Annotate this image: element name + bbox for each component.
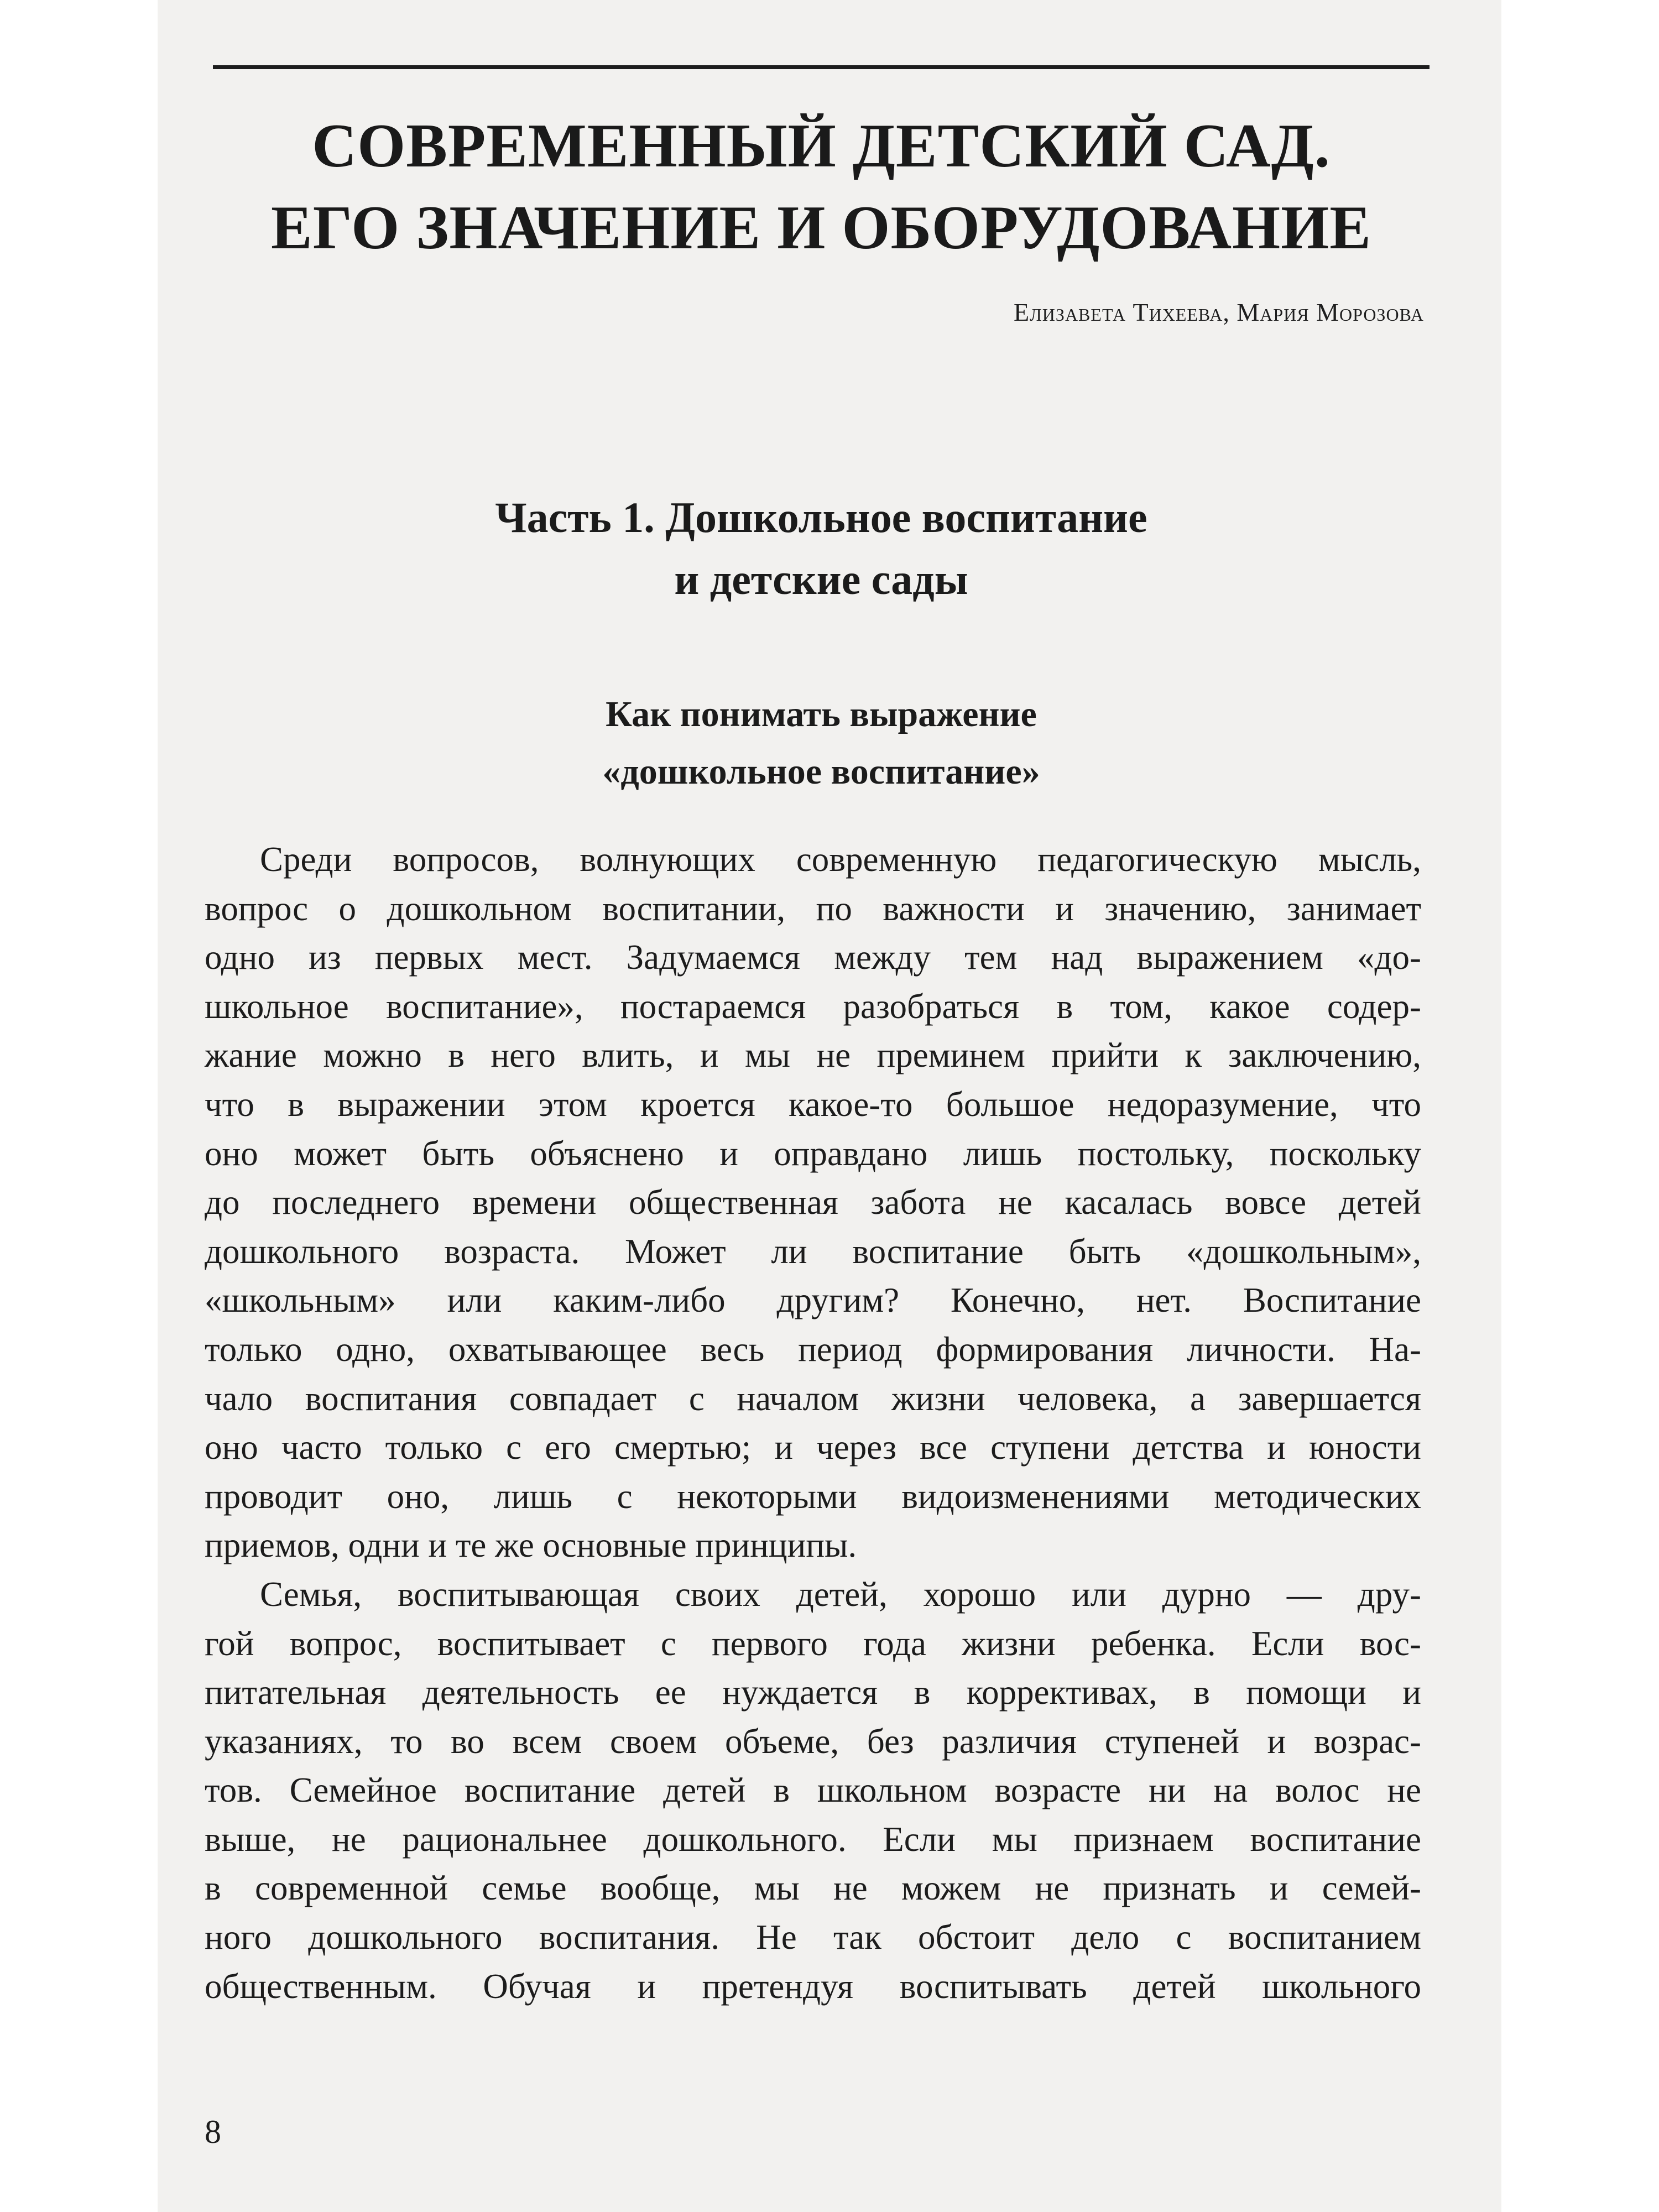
text-line: ного дошкольного воспитания. Не так обстоит дело с воспитанием bbox=[205, 1918, 1421, 1957]
text-line: выше, не рациональнее дошкольного. Если мы признаем воспитание bbox=[205, 1819, 1421, 1859]
header-rule bbox=[213, 65, 1430, 69]
paragraph bbox=[205, 1570, 1421, 2011]
text-line: тов. Семейное воспитание детей в школьном возрасте ни на волос не bbox=[205, 1771, 1421, 1810]
text-line: Семья, воспитывающая своих детей, хорошо или дурно — дру- bbox=[260, 1574, 1421, 1614]
text-line: Среди вопросов, волнующих современную педагогическую мысль, bbox=[260, 840, 1421, 879]
text-line: проводит оно, лишь с некоторыми видоизменениями методических bbox=[205, 1477, 1421, 1516]
text-line: питательная деятельность ее нуждается в коррективах, в помощи и bbox=[205, 1673, 1421, 1712]
page-number: 8 bbox=[205, 2114, 221, 2150]
text-line: одно из первых мест. Задумаемся между тем над выражением «до- bbox=[205, 938, 1421, 977]
part-heading-line-2: и детские сады bbox=[674, 555, 968, 603]
text-line: до последнего времени общественная забота не касалась вовсе детей bbox=[205, 1183, 1421, 1222]
text-line: что в выражении этом кроется какое-то большое недоразумение, что bbox=[205, 1084, 1421, 1124]
text-line: жание можно в него влить, и мы не преминем прийти к заключению, bbox=[205, 1036, 1421, 1075]
text-line: дошкольного возраста. Может ли воспитание быть «дошкольным», bbox=[205, 1232, 1421, 1271]
section-heading-line-1: Как понимать выражение bbox=[606, 694, 1037, 734]
text-line: чало воспитания совпадает с началом жизни человека, а завершается bbox=[205, 1379, 1421, 1418]
text-line: вопрос о дошкольном воспитании, по важности и значению, занимает bbox=[205, 889, 1421, 928]
section-heading-line-2: «дошкольное воспитание» bbox=[602, 752, 1040, 792]
part-heading bbox=[213, 487, 1430, 611]
chapter-title bbox=[213, 105, 1430, 269]
text-line: оно может быть объяснено и оправдано лишь постольку, поскольку bbox=[205, 1134, 1421, 1173]
text-line: оно часто только с его смертью; и через все ступени детства и юности bbox=[205, 1428, 1421, 1467]
book-page bbox=[158, 0, 1501, 2212]
authors-byline: Елизавета Тихеева, Мария Морозова bbox=[1014, 298, 1424, 326]
part-heading-line-1: Часть 1. Дошкольное воспитание bbox=[495, 493, 1147, 541]
text-line: школьное воспитание», постараемся разобраться в том, какое содер- bbox=[205, 987, 1421, 1026]
section-heading bbox=[213, 686, 1430, 801]
chapter-title-line-1: СОВРЕМЕННЫЙ ДЕТСКИЙ САД. bbox=[312, 112, 1331, 180]
text-line: общественным. Обучая и претендуя воспитывать детей школьного bbox=[205, 1966, 1421, 2006]
paragraph bbox=[205, 835, 1421, 1570]
text-line: гой вопрос, воспитывает с первого года жизни ребенка. Если вос- bbox=[205, 1624, 1421, 1663]
text-line: только одно, охватывающее весь период формирования личности. На- bbox=[205, 1329, 1421, 1369]
text-line: указаниях, то во всем своем объеме, без различия ступеней и возрас- bbox=[205, 1721, 1421, 1761]
chapter-title-line-2: ЕГО ЗНАЧЕНИЕ И ОБОРУДОВАНИЕ bbox=[270, 194, 1371, 262]
text-line: приемов, одни и те же основные принципы. bbox=[205, 1526, 857, 1565]
text-line: в современной семье вообще, мы не можем не признать и семей- bbox=[205, 1869, 1421, 1908]
body-text bbox=[205, 835, 1421, 2011]
text-line: «школьным» или каким-либо другим? Конечно, нет. Воспитание bbox=[205, 1281, 1421, 1320]
